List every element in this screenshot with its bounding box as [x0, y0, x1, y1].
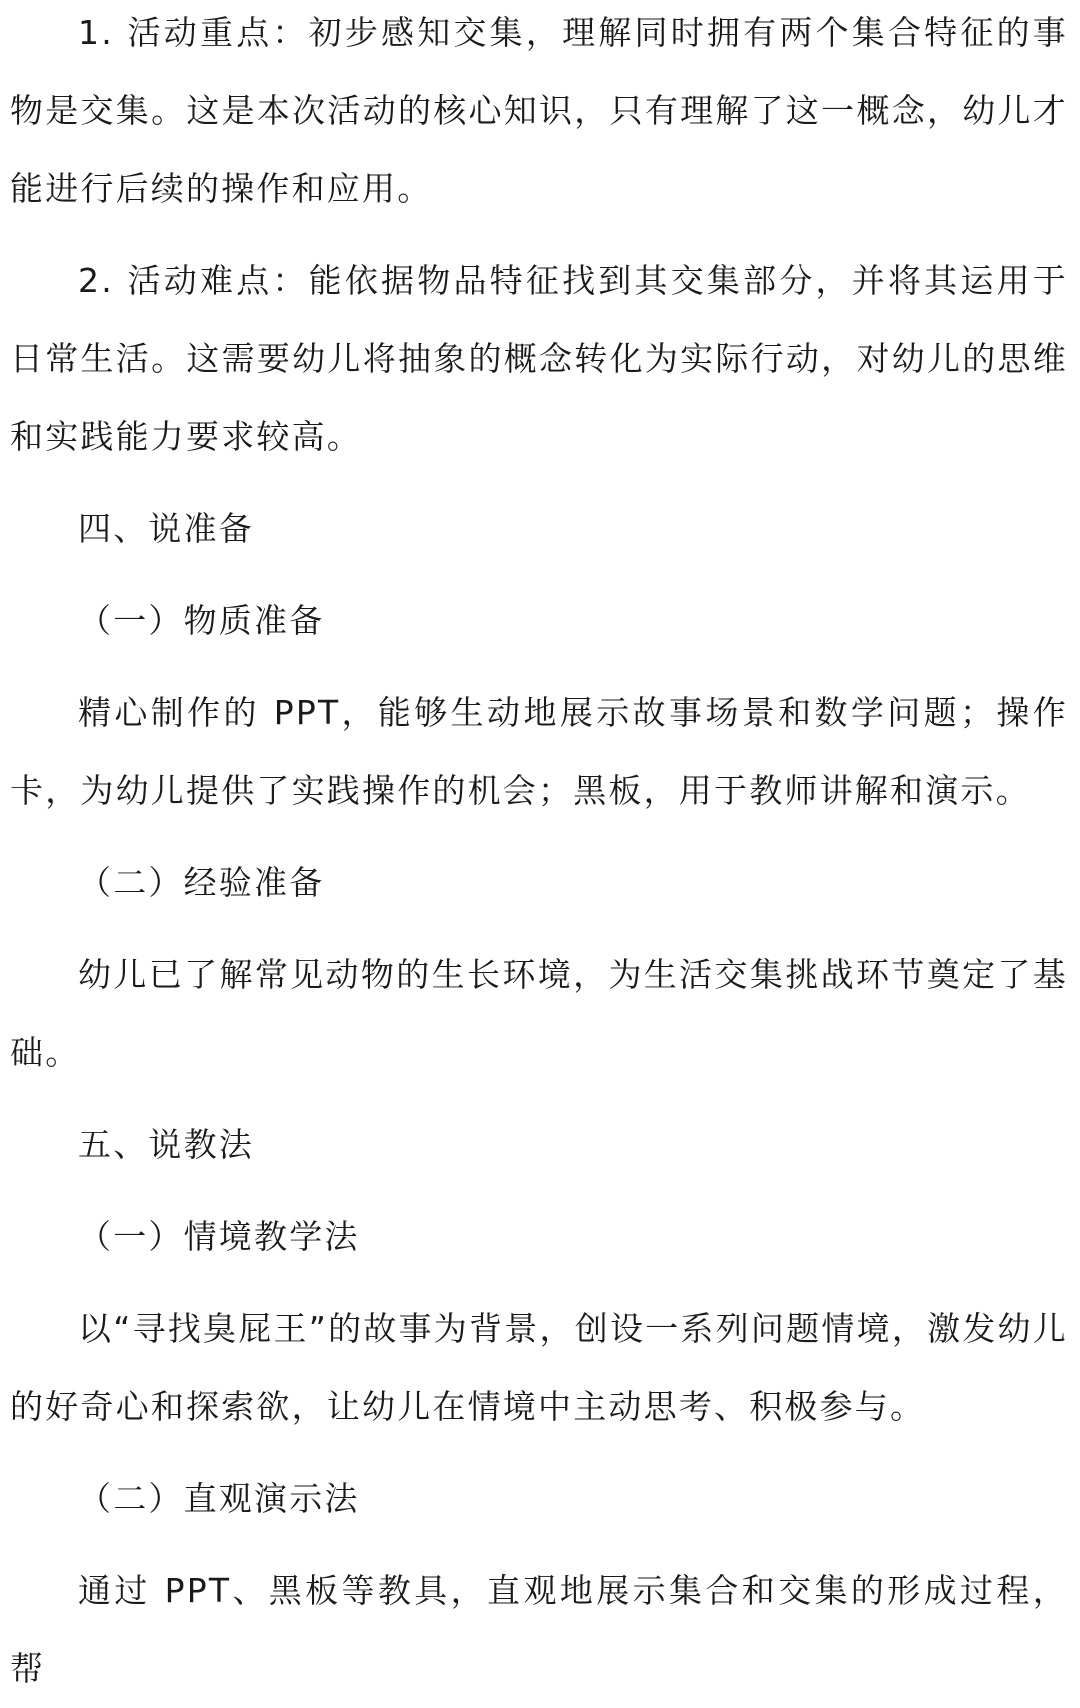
paragraph-experience: 幼儿已了解常见动物的生长环境，为生活交集挑战环节奠定了基础。 — [10, 955, 1068, 1072]
paragraph-difficulty: 2. 活动难点：能依据物品特征找到其交集部分，并将其运用于日常生活。这需要幼儿将抽象的概念转化为实际行动，对幼儿的思维和实践能力要求较高。 — [10, 261, 1068, 456]
subheading-situational-teaching: （一）情境教学法 — [78, 1217, 360, 1256]
paragraph-demonstration: 通过 PPT、黑板等教具，直观地展示集合和交集的形成过程，帮 — [10, 1571, 1068, 1688]
subheading-material-preparation: （一）物质准备 — [78, 601, 325, 640]
paragraph-material: 精心制作的 PPT，能够生动地展示故事场景和数学问题；操作卡，为幼儿提供了实践操作的机会；黑板，用于教师讲解和演示。 — [10, 693, 1068, 810]
paragraph-situational-teaching: 以“寻找臭屁王”的故事为背景，创设一系列问题情境，激发幼儿的好奇心和探索欲，让幼儿在情境中主动思考、积极参与。 — [10, 1309, 1068, 1426]
paragraph-key-point: 1. 活动重点：初步感知交集，理解同时拥有两个集合特征的事物是交集。这是本次活动的核心知识，只有理解了这一概念，幼儿才能进行后续的操作和应用。 — [10, 13, 1068, 208]
section-heading-preparation: 四、说准备 — [78, 509, 254, 548]
section-heading-teaching-methods: 五、说教法 — [78, 1125, 254, 1164]
subheading-experience-preparation: （二）经验准备 — [78, 863, 325, 902]
subheading-demonstration: （二）直观演示法 — [78, 1479, 360, 1518]
